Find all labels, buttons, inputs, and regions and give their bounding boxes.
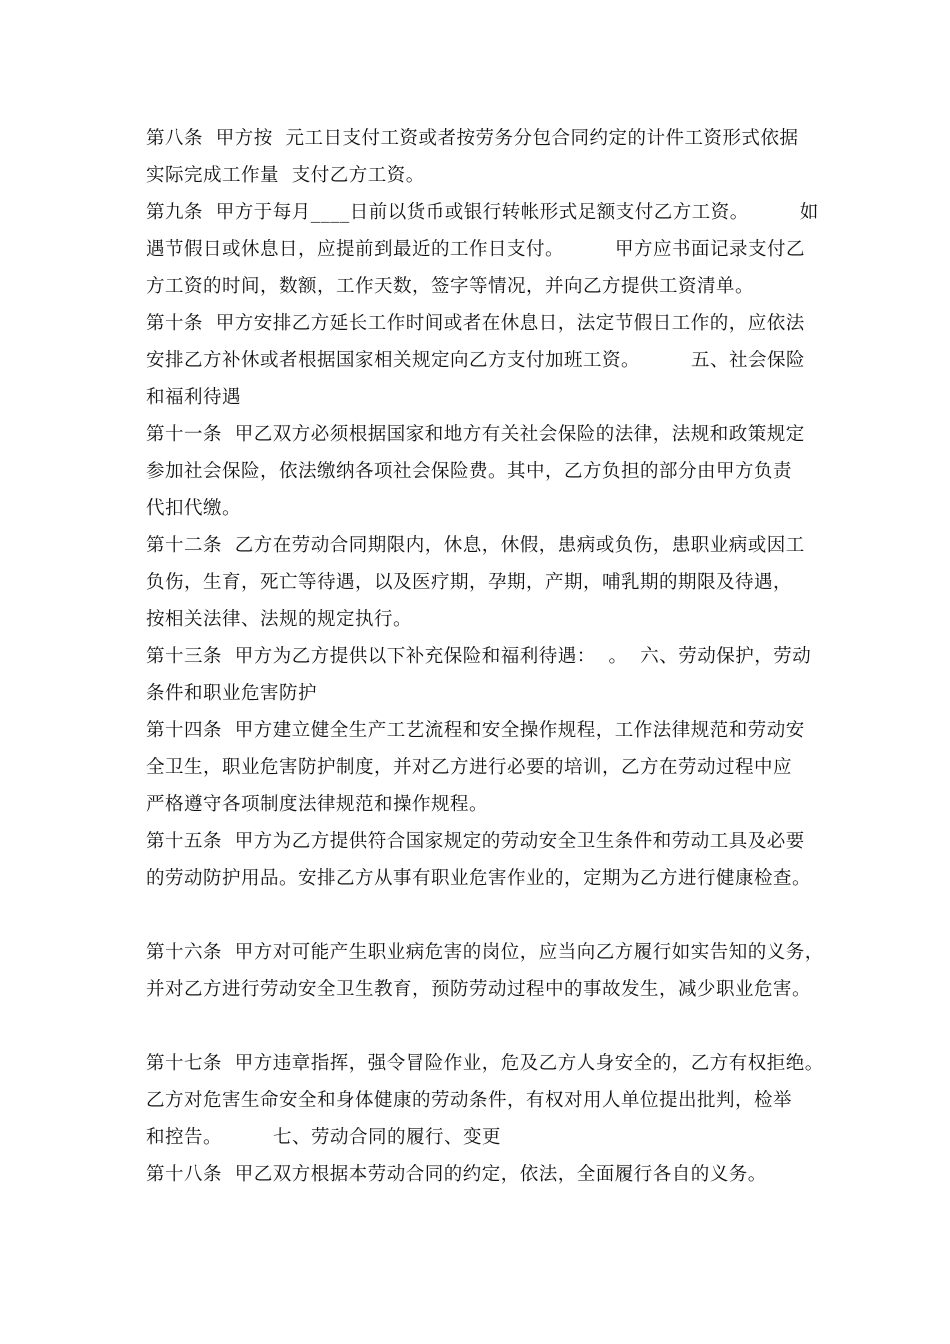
text-line: 并对乙方进行劳动安全卫生教育，预防劳动过程中的事故发生，减少职业危害。 bbox=[146, 979, 812, 1000]
text-line: 按相关法律、法规的规定执行。 bbox=[146, 609, 413, 630]
text-line: 方工资的时间，数额，工作天数，签字等情况，并向乙方提供工资清单。 bbox=[146, 276, 755, 297]
text-line: 第九条 甲方于每月____日前以货币或银行转帐形式足额支付乙方工资。 如 bbox=[146, 202, 819, 223]
text-line: 乙方对危害生命安全和身体健康的劳动条件，有权对用人单位提出批判，检举 bbox=[146, 1090, 793, 1111]
text-line: 遇节假日或休息日，应提前到最近的工作日支付。 甲方应书面记录支付乙 bbox=[146, 239, 806, 260]
text-line: 第十条 甲方安排乙方延长工作时间或者在休息日，法定节假日工作的，应依法 bbox=[146, 313, 805, 334]
text-line: 条件和职业危害防护 bbox=[146, 683, 318, 704]
contract-text-body bbox=[146, 120, 826, 1193]
text-line: 和福利待遇 bbox=[146, 387, 242, 408]
text-line: 严格遵守各项制度法律规范和操作规程。 bbox=[146, 794, 489, 815]
text-line: 第十二条 乙方在劳动合同期限内，休息，休假，患病或负伤，患职业病或因工 bbox=[146, 535, 805, 556]
text-line: 代扣代缴。 bbox=[146, 498, 242, 519]
text-line: 参加社会保险，依法缴纳各项社会保险费。其中，乙方负担的部分由甲方负责 bbox=[146, 461, 793, 482]
text-line: 实际完成工作量 支付乙方工资。 bbox=[146, 165, 425, 186]
text-line: 和控告。 七、劳动合同的履行、变更 bbox=[146, 1127, 502, 1148]
text-line: 第十五条 甲方为乙方提供符合国家规定的劳动安全卫生条件和劳动工具及必要 bbox=[146, 831, 805, 852]
text-line: 第十六条 甲方对可能产生职业病危害的岗位，应当向乙方履行如实告知的义务， bbox=[146, 942, 824, 963]
text-line: 第八条 甲方按 元工日支付工资或者按劳务分包合同约定的计件工资形式依据 bbox=[146, 128, 799, 149]
text-line: 安排乙方补休或者根据国家相关规定向乙方支付加班工资。 五、社会保险 bbox=[146, 350, 806, 371]
text-line: 全卫生，职业危害防护制度，并对乙方进行必要的培训，乙方在劳动过程中应 bbox=[146, 757, 793, 778]
blank-line bbox=[146, 897, 826, 934]
text-line: 的劳动防护用品。安排乙方从事有职业危害作业的，定期为乙方进行健康检查。 bbox=[146, 868, 812, 889]
blank-line bbox=[146, 1008, 826, 1045]
text-line: 第十七条 甲方违章指挥，强令冒险作业，危及乙方人身安全的，乙方有权拒绝。 bbox=[146, 1053, 824, 1074]
text-line: 第十四条 甲方建立健全生产工艺流程和安全操作规程，工作法律规范和劳动安 bbox=[146, 720, 805, 741]
text-line: 第十三条 甲方为乙方提供以下补充保险和福利待遇： 。 六、劳动保护，劳动 bbox=[146, 646, 812, 667]
text-line: 第十一条 甲乙双方必须根据国家和地方有关社会保险的法律，法规和政策规定 bbox=[146, 424, 805, 445]
text-line: 负伤，生育，死亡等待遇，以及医疗期，孕期，产期，哺乳期的期限及待遇， bbox=[146, 572, 793, 593]
text-line: 第十八条 甲乙双方根据本劳动合同的约定，依法，全面履行各自的义务。 bbox=[146, 1164, 767, 1185]
